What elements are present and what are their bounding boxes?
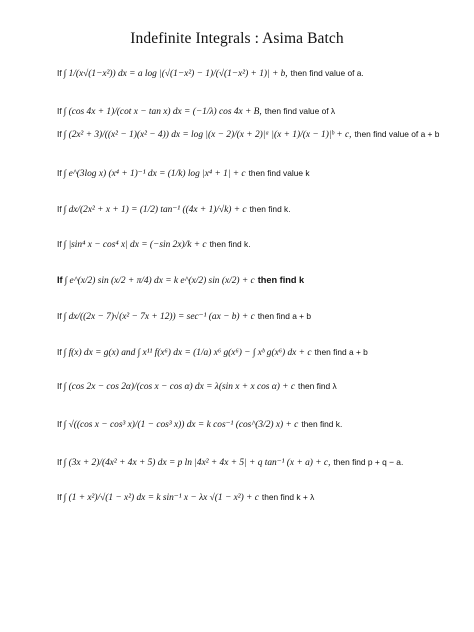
question-10 — [57, 381, 337, 393]
question-prompt: then find a + b — [314, 347, 368, 357]
question-expression: ∫ e^(3log x) (x⁴ + 1)⁻¹ dx = (1/k) log |x⁴ + 1| + c — [63, 169, 246, 179]
question-if: If — [57, 239, 62, 249]
question-11 — [57, 419, 342, 431]
question-prompt: then find p + q − a. — [333, 457, 404, 467]
question-prompt: then find k. — [249, 204, 291, 214]
question-8 — [57, 311, 311, 323]
question-expression: ∫ e^(x/2) sin (x/2 + π/4) dx = k e^(x/2) sin (x/2) + c — [64, 276, 255, 286]
question-prompt: then find k. — [301, 419, 343, 429]
question-if: If — [57, 106, 62, 116]
question-expression: ∫ (2x² + 3)/((x² − 1)(x² − 4)) dx = log |(x − 2)/(x + 2)|ᵃ |(x + 1)/(x − 1)|ᵇ + c, — [63, 130, 352, 140]
question-prompt: then find value of a + b — [354, 129, 440, 139]
question-expression: ∫ (cos 4x + 1)/(cot x − tan x) dx = (−1/λ) cos 4x + B, — [63, 107, 262, 117]
question-if: If — [57, 168, 62, 178]
page-title: Indefinite Integrals : Asima Batch — [130, 30, 344, 47]
question-if: If — [57, 347, 62, 357]
question-prompt: then find k. — [209, 239, 251, 249]
question-prompt: then find value of a. — [290, 68, 364, 78]
question-expression: ∫ dx/((2x − 7)√(x² − 7x + 12)) = sec⁻¹ (ax − b) + c — [63, 312, 255, 322]
question-if: If — [57, 68, 62, 78]
question-prompt: then find a + b — [257, 311, 312, 321]
question-9 — [57, 347, 368, 359]
question-7 — [57, 275, 304, 287]
question-expression: ∫ √((cos x − cos³ x)/(1 − cos³ x)) dx = k cos⁻¹ (cos^(3/2) x) + c — [63, 420, 299, 430]
question-if: If — [57, 275, 63, 285]
question-prompt: then find value k — [248, 168, 310, 178]
question-12 — [57, 457, 403, 469]
question-prompt: then find k + λ — [261, 492, 315, 502]
question-if: If — [57, 457, 62, 467]
question-expression: ∫ |sin⁴ x − cos⁴ x| dx = (−sin 2x)/k + c — [63, 240, 207, 250]
question-prompt: then find k — [257, 275, 305, 285]
question-13 — [57, 492, 314, 504]
question-3 — [57, 129, 439, 141]
question-expression: ∫ f(x) dx = g(x) and ∫ x¹¹ f(x⁶) dx = (1/a) x⁶ g(x⁶) − ∫ xᵇ g(x⁶) dx + c — [63, 348, 312, 358]
question-expression: ∫ (3x + 2)/(4x² + 4x + 5) dx = p ln |4x² + 4x + 5| + q tan⁻¹ (x + a) + c, — [63, 458, 331, 468]
question-if: If — [57, 129, 62, 139]
question-if: If — [57, 492, 62, 502]
question-prompt: then find λ — [298, 381, 337, 391]
question-if: If — [57, 381, 62, 391]
question-if: If — [57, 204, 62, 214]
question-expression: ∫ dx/(2x² + x + 1) = (1/2) tan⁻¹ ((4x + 1)/√k) + c — [63, 205, 247, 215]
question-expression: ∫ (cos 2x − cos 2α)/(cos x − cos α) dx = λ(sin x + x cos α) + c — [63, 382, 296, 392]
question-if: If — [57, 311, 62, 321]
question-2 — [57, 106, 335, 118]
question-if: If — [57, 419, 62, 429]
question-expression: ∫ (1 + x²)/√(1 − x²) dx = k sin⁻¹ x − λx √(1 − x²) + c — [63, 493, 259, 503]
question-1 — [57, 68, 364, 80]
question-expression: ∫ 1/(x√(1−x²)) dx = a log |(√(1−x²) − 1)/(√(1−x²) + 1)| + b, — [63, 69, 288, 79]
question-prompt: then find value of λ — [264, 106, 336, 116]
question-4 — [57, 168, 310, 180]
question-5 — [57, 204, 291, 216]
question-6 — [57, 239, 251, 251]
